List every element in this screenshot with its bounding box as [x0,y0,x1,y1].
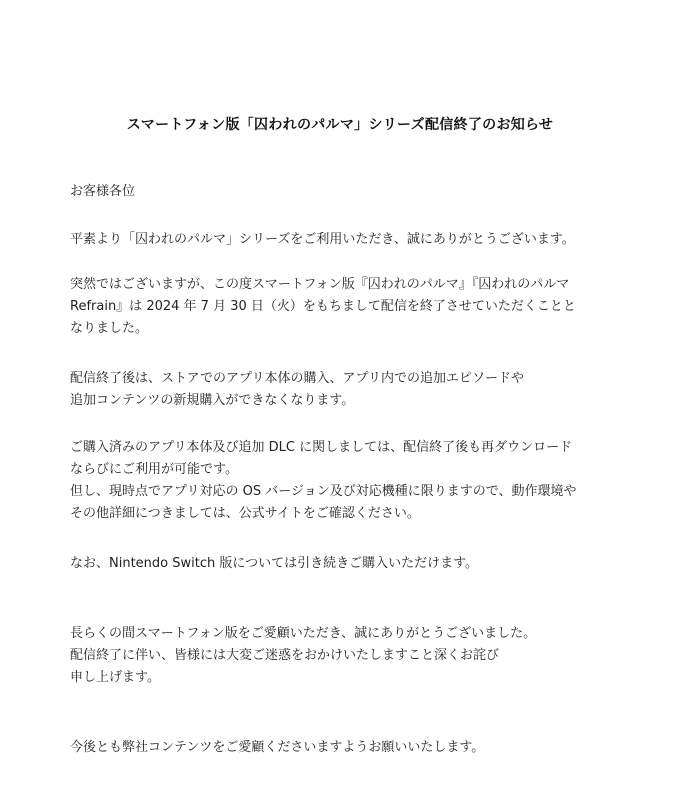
paragraph-purchased-content [70,437,630,525]
paragraph-line: 但し、現時点でアプリ対応の OS バージョン及び対応機種に限りますので、動作環境や [70,484,577,499]
paragraph-greeting [70,229,630,251]
paragraph-thanks [70,623,630,689]
paragraph-line: なりました。 [70,321,149,336]
paragraph-line: 配信終了後は、ストアでのアプリ本体の購入、アプリ内での追加エピソードや [70,371,524,386]
paragraph-line: 配信終了に伴い、皆様には大変ご迷惑をおかけいたしますこと深くお詫び [70,648,500,663]
paragraph-switch [70,553,630,575]
paragraph-line: その他詳細につきましては、公式サイトをご確認ください。 [70,506,420,521]
paragraph-line: Refrain』は 2024 年 7 月 30 日（火）をもちまして配信を終了させていただくことと [70,299,576,314]
paragraph-line: 長らくの間スマートフォン版をご愛顧いただき、誠にありがとうございました。 [70,626,537,641]
paragraph-line: 今後とも弊社コンテンツをご愛顧くださいますようお願いいたします。 [70,740,485,755]
notice-title: スマートフォン版「囚われのパルマ」シリーズ配信終了のお知らせ [126,117,554,133]
paragraph-line: ならびにご利用が可能です。 [70,462,238,477]
paragraph-announcement [70,274,630,340]
paragraph-line: 申し上げます。 [70,670,160,685]
paragraph-after-end [70,368,630,412]
paragraph-salutation [70,181,630,203]
paragraph-line: 突然ではございますが、この度スマートフォン版『囚われのパルマ』『囚われのパルマ [70,277,570,292]
paragraph-line: お客様各位 [70,184,136,199]
paragraph-line: 平素より「囚われのパルマ」シリーズをご利用いただき、誠にありがとうございます。 [70,232,575,247]
paragraph-line: なお、Nintendo Switch 版については引き続きご購入いただけます。 [70,556,479,571]
paragraph-line: ご購入済みのアプリ本体及び追加 DLC に関しましては、配信終了後も再ダウンロード [70,440,573,455]
paragraph-closing [70,737,630,759]
paragraph-line: 追加コンテンツの新規購入ができなくなります。 [70,393,355,408]
